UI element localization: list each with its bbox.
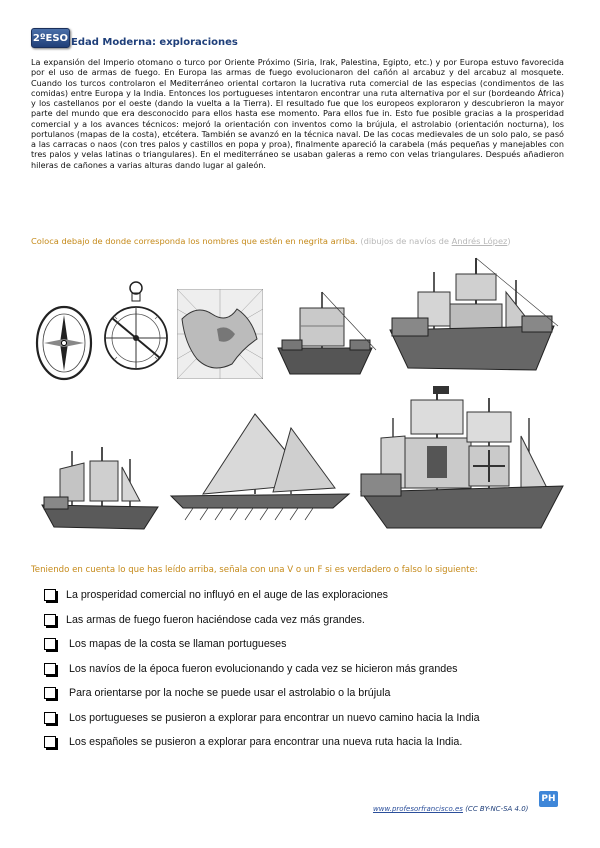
checkbox[interactable] <box>44 614 56 626</box>
checkbox[interactable] <box>44 589 56 601</box>
statement-text: Las armas de fuego fueron haciéndose cada vez más grandes. <box>66 613 365 626</box>
ph-logo: PH <box>539 791 558 807</box>
statement-text: Los españoles se pusieron a explorar para encontrar una nueva ruta hacia la India. <box>66 736 463 749</box>
drawing-credit <box>360 236 510 246</box>
statement-text: La prosperidad comercial no influyó en el auge de las exploraciones <box>66 589 389 602</box>
body-paragraph: La expansión del Imperio otomano o turco por Oriente Próximo (Siria, Irak, Palestina, Egipto, etc.) y por Europa estuvo favorecida por el uso de armas de fuego. En Europa las armas de fuego evolucionaron del cañón al arcabuz y del arcabuz al mosquete. Cuando los turcos controlaron el Mediterráneo oriental cortaron la lucrativa ruta comercial de las especias (condimentos de las comidas) entre Europa y la India. Entonces los portugueses intentaron encontrar una ruta alternativa por el sur (bordeando África) y los castellanos por el oeste (dando la vuelta a la Tierra). El resultado fue que los europeos exploraron y descubrieron la mayor parte del mundo que era desconocido para ellos hasta ese momento. Para ellos fue in. Esto fue posible gracias a la prosperidad comercial y a los avances técnicos: mejoró la orientación con inventos como la brújula, el astrolabio (orientación nocturna), los portulanos (mapas de la costa), etcétera. También se avanzó en la técnica naval. De las cocas medievales de un solo palo, se pasó a las carracas o naos (con tres palos y castillos en popa y proa), finalmente apareció la carabela (más pequeñas y manejables con tres palos y velas latinas o triangulares). En el mediterráneo se usaban galeras a remo con velas triangulares. Después añadieron hileras de cañones a varias alturas dando lugar al galeón. <box>31 57 564 170</box>
list-item <box>44 706 564 731</box>
statement-text: Los mapas de la costa se llaman portugueses <box>66 638 287 651</box>
quiz-instruction: Teniendo en cuenta lo que has leído arriba, señala con una V o un F si es verdadero o falso lo siguiente: <box>31 565 478 575</box>
true-false-list <box>44 583 564 755</box>
coca-ship <box>272 286 380 382</box>
list-item <box>44 632 564 657</box>
credit-author-link[interactable]: Andrés López <box>451 236 508 246</box>
checkbox[interactable] <box>44 638 56 650</box>
footer <box>373 805 528 813</box>
checkbox[interactable] <box>44 687 56 699</box>
list-item <box>44 583 564 608</box>
list-item <box>44 657 564 682</box>
credit-prefix: (dibujos de navíos de <box>360 236 452 246</box>
list-item <box>44 608 564 633</box>
statement-text: Los navíos de la época fueron evolucionando y cada vez se hicieron más grandes <box>66 662 458 675</box>
page-title: Edad Moderna: exploraciones <box>71 37 238 48</box>
compass-drawing <box>33 303 95 383</box>
portolan-map <box>177 289 263 379</box>
checkbox[interactable] <box>44 736 56 748</box>
website-link[interactable]: www.profesorfrancisco.es <box>373 805 463 813</box>
course-badge: 2ºESO <box>31 28 70 48</box>
credit-suffix: ) <box>507 236 511 246</box>
carrack-ship <box>386 252 560 380</box>
license-text: (CC BY-NC-SA 4.0) <box>462 805 529 813</box>
list-item <box>44 730 564 755</box>
galley-ship <box>163 404 353 524</box>
caravel-ship <box>36 443 162 533</box>
checkbox[interactable] <box>44 712 56 724</box>
matching-instruction <box>31 236 571 246</box>
astrolabe-drawing <box>100 278 172 388</box>
instruction-text: Coloca debajo de donde corresponda los nombres que estén en negrita arriba. <box>31 236 358 246</box>
checkbox[interactable] <box>44 663 56 675</box>
list-item <box>44 681 564 706</box>
galleon-ship <box>357 378 567 534</box>
statement-text: Los portugueses se pusieron a explorar para encontrar un nuevo camino hacia la India <box>66 711 480 724</box>
statement-text: Para orientarse por la noche se puede usar el astrolabio o la brújula <box>66 687 391 700</box>
